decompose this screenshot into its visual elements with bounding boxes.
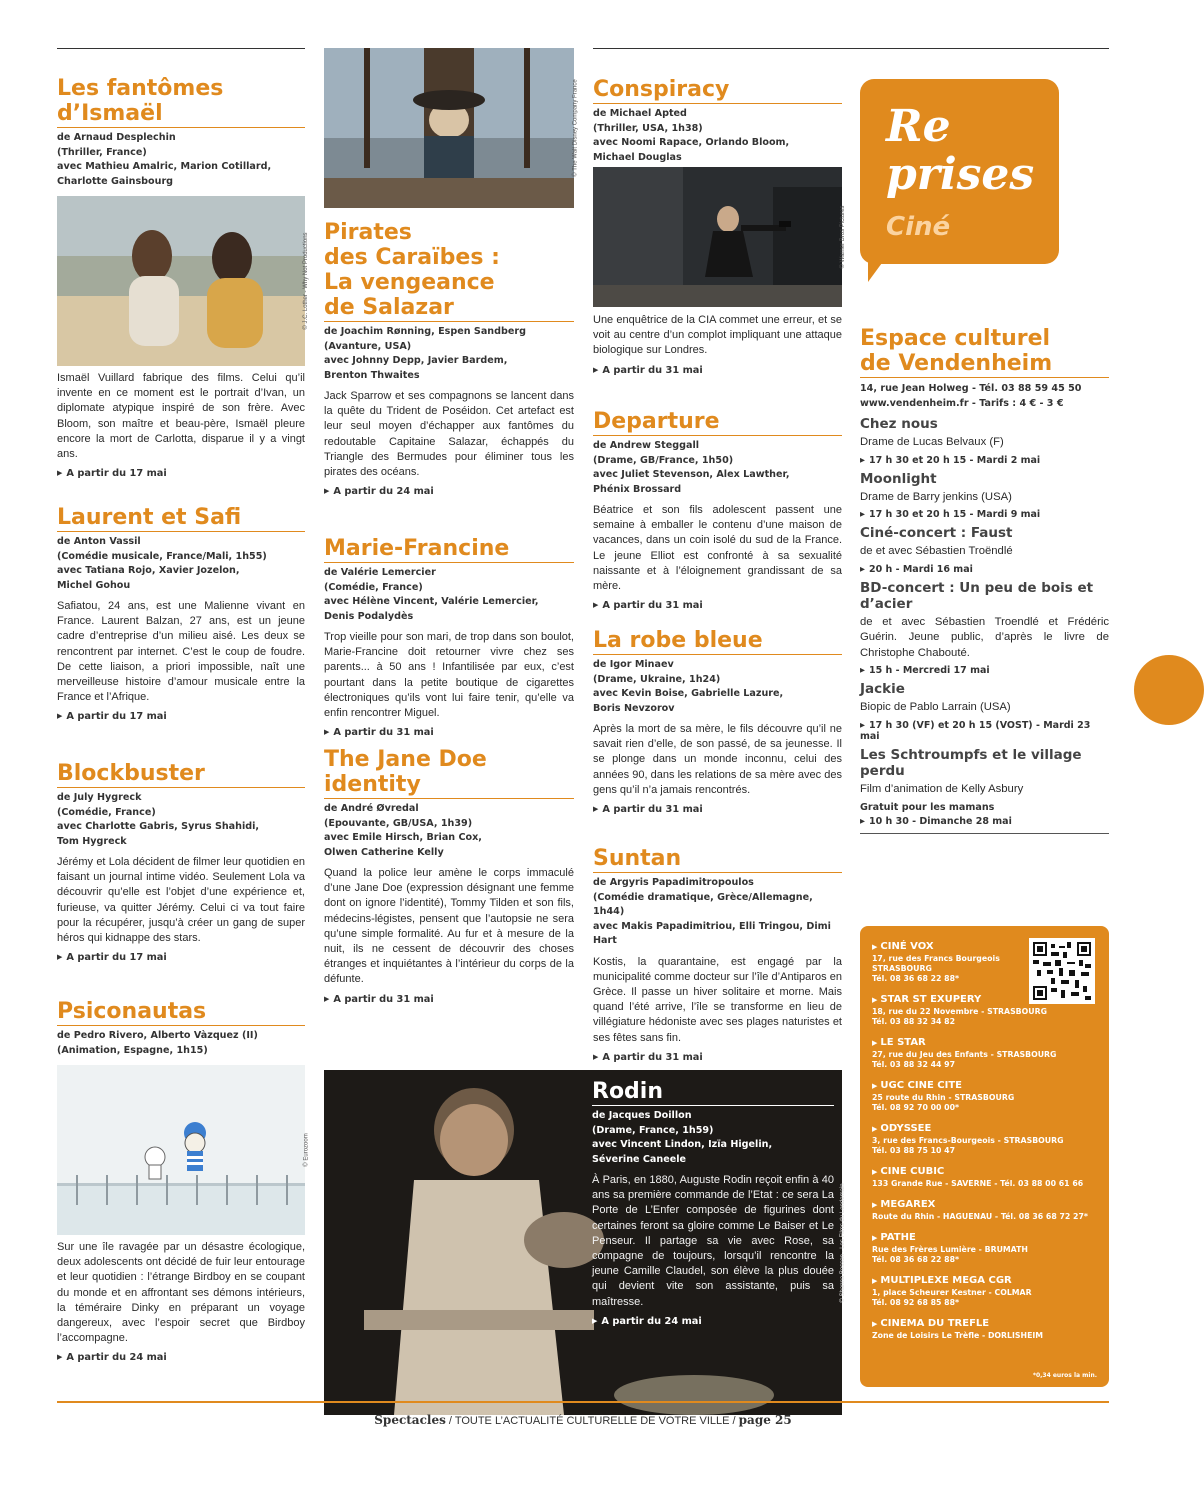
title-line: identity	[324, 772, 421, 797]
article-text: Jérémy et Lola décident de filmer leur quotidien en faisant un journal intime vidéo. Seulement Lola va découvrir qu’elle est l’objet d’une expérience et, furieuse, va quitter Jérémy. Celui ci va tout faire pour la récupérer, jusqu’à créer un gang de super héros qui kidnappe des stars.	[57, 856, 305, 945]
article-rodin	[592, 1079, 834, 1329]
meta-line: (Drame, Ukraine, 1h24)	[593, 673, 721, 685]
meta-line: (Thriller, France)	[57, 146, 147, 158]
meta-line: avec Charlotte Gabris, Syrus Shahidi,	[57, 821, 260, 832]
event-desc: Biopic de Pablo Larrain (USA)	[860, 701, 1011, 713]
meta-line: avec Noomi Rapace, Orlando Bloom,	[593, 137, 790, 148]
article-ismael-body	[57, 371, 305, 481]
article-text: Quand la police leur amène le corps immaculé d’une Jane Doe (expression désignant une femme dont on ignore l’identité), Tommy Tilden et son fils, médecins-légistes, pensent que l’autopsie ne sera qu’une simple formalité. Au fur et à mesure de la nuit, ils ne cessent de découvrir des choses étranges et inquiétantes à l’intérieur du corps de la défunte.	[324, 867, 574, 986]
article-title: La robe bleue	[593, 628, 842, 655]
meta-line: Séverine Caneele	[592, 1153, 687, 1165]
title-line: d’Ismaël	[57, 101, 163, 126]
cinema-phone: Tél. 08 36 68 22 88*	[872, 974, 960, 983]
article-blockbuster	[57, 761, 305, 965]
release-date: ▶ A partir du 31 mai	[593, 364, 842, 378]
article-text: Jack Sparrow et ses compagnons se lancent dans la quête du Trident de Poséidon. Cet artefact est leur seul moyen d’échapper aux fantômes du redoutable Capitaine Salazar, échappés du Triangle des Bermudes pour éliminer tous les pirates des océans.	[324, 390, 574, 479]
meta-line: de Michael Apted	[593, 108, 687, 119]
photo-credit: © Eurozoom	[303, 1133, 309, 1167]
cinema-item	[872, 1079, 1097, 1113]
title-line: de Salazar	[324, 295, 454, 320]
meta-line: Denis Podalydès	[324, 610, 414, 622]
release-date: ▶ A partir du 31 mai	[324, 726, 574, 740]
meta-line: Brenton Thwaites	[324, 369, 420, 381]
event-time: ▶ 15 h - Mercredi 17 mai	[860, 665, 1109, 676]
release-date: ▶ A partir du 31 mai	[593, 803, 842, 817]
article-meta	[593, 439, 842, 497]
article-title	[324, 220, 574, 322]
footer-brand: Spectacles	[374, 1413, 446, 1427]
event-item	[860, 416, 1109, 466]
article-ismael	[57, 76, 305, 195]
meta-line: (Comédie, France)	[324, 581, 423, 593]
cinema-name: ▶ CINEMA DU TREFLE	[872, 1317, 1097, 1331]
meta-line: Michael Douglas	[593, 151, 682, 163]
meta-line: (Drame, GB/France, 1h50)	[593, 454, 734, 466]
meta-line: Tom Hygreck	[57, 835, 127, 847]
page-side-tab	[1134, 655, 1204, 725]
cinema-address: Zone de Loisirs Le Trèfle - DORLISHEIM	[872, 1331, 1044, 1340]
event-item	[860, 681, 1109, 742]
meta-line: de Joachim Rønning, Espen Sandberg	[324, 326, 526, 337]
meta-line: (Avanture, USA)	[324, 340, 412, 352]
article-marie	[324, 536, 574, 740]
event-desc: Drame de Lucas Belvaux (F)	[860, 436, 1004, 448]
meta-line: avec Hélène Vincent, Valérie Lemercier,	[324, 596, 539, 607]
meta-line: (Thriller, USA, 1h38)	[593, 122, 703, 134]
meta-line: (Epouvante, GB/USA, 1h39)	[324, 817, 473, 829]
cinema-address: STRASBOURG	[872, 964, 932, 973]
title-line: Espace culturel	[860, 326, 1051, 351]
meta-line: de Jacques Doillon	[592, 1110, 692, 1121]
article-text: Une enquêtrice de la CIA commet une erreur, et se voit au centre d’un complot impliquant une attaque biologique sur Londres.	[593, 314, 842, 357]
meta-line: avec Emile Hirsch, Brian Cox,	[324, 832, 482, 843]
cinema-address: 25 route du Rhin - STRASBOURG	[872, 1093, 1015, 1102]
bubble-tail	[868, 252, 890, 282]
cinema-item	[872, 1231, 1097, 1265]
title-line: La vengeance	[324, 270, 495, 295]
cinema-item	[872, 1317, 1097, 1341]
meta-line: de Valérie Lemercier	[324, 567, 436, 578]
meta-line: (Comédie musicale, France/Mali, 1h55)	[57, 550, 267, 562]
event-item	[860, 580, 1109, 677]
release-date: ▶ A partir du 17 mai	[57, 710, 305, 724]
article-title: Laurent et Safi	[57, 505, 305, 532]
release-date: ▶ A partir du 31 mai	[324, 993, 574, 1007]
article-title: Conspiracy	[593, 77, 842, 104]
event-desc: Film d’animation de Kelly Asbury	[860, 782, 1024, 795]
article-conspiracy-body	[593, 313, 842, 378]
cinema-item	[872, 1198, 1097, 1222]
article-meta	[593, 658, 842, 716]
cinema-address: 3, rue des Francs-Bourgeois - STRASBOURG	[872, 1136, 1064, 1145]
release-date: ▶ A partir du 31 mai	[593, 599, 842, 613]
meta-line: (Comédie dramatique, Grèce/Allemagne, 1h44)	[593, 891, 813, 917]
venue-address: 14, rue Jean Holweg - Tél. 03 88 59 45 50	[860, 383, 1082, 394]
cinema-address: 17, rue des Francs Bourgeois	[872, 954, 1000, 963]
meta-line: (Animation, Espagne, 1h15)	[57, 1044, 208, 1056]
footer-tagline: / TOUTE L’ACTUALITÉ CULTURELLE DE VOTRE VILLE /	[445, 1415, 739, 1427]
article-meta	[57, 131, 305, 189]
release-date: ▶ A partir du 24 mai	[57, 1351, 305, 1365]
event-extra: Gratuit pour les mamans	[860, 802, 995, 813]
article-text: Safiatou, 24 ans, est une Malienne vivant en France. Laurent Balzan, 27 ans, est un jeune cadre d’entreprise d’un milieu aisé. Les deux se rencontrent par internet. C’est le coup de foudre. De cette liaison, a priori impossible, naît une merveilleuse histoire d’amour musicale entre la France et l’Afrique.	[57, 600, 305, 704]
cinema-phone: Tél. 03 88 32 34 82	[872, 1017, 956, 1026]
event-item	[860, 525, 1109, 575]
release-date: ▶ A partir du 17 mai	[57, 951, 305, 965]
cinema-address: 27, rue du Jeu des Enfants - STRASBOURG	[872, 1050, 1057, 1059]
cinema-name: ▶ MEGAREX	[872, 1198, 1097, 1212]
meta-line: Michel Gohou	[57, 579, 131, 591]
event-time: ▶ 10 h 30 - Dimanche 28 mai	[860, 816, 1109, 827]
title-line: de Vendenheim	[860, 351, 1053, 376]
article-title: Psiconautas	[57, 999, 305, 1026]
cinema-phone: Tél. 08 36 68 22 88*	[872, 1255, 960, 1264]
article-meta	[324, 325, 574, 383]
article-title	[324, 747, 574, 799]
divider	[860, 833, 1109, 834]
event-time: ▶ 17 h 30 et 20 h 15 - Mardi 9 mai	[860, 509, 1109, 520]
cinema-phone: Tél. 03 88 75 10 47	[872, 1146, 956, 1155]
cinema-item	[872, 1165, 1097, 1189]
article-title: Departure	[593, 409, 842, 436]
meta-line: de Argyris Papadimitropoulos	[593, 877, 754, 888]
article-title: Marie-Francine	[324, 536, 574, 563]
article-text: À Paris, en 1880, Auguste Rodin reçoit enfin à 40 ans sa première commande de l’Etat : ce sera La Porte de L’Enfer composée de figurines dont certaines feront sa gloire comme Le Baiser et Le Penseur. Il partage sa vie avec Rose, sa compagne de toujours, lorsqu’il rencontre la jeune Camille Claudel, son élève la plus douée qui devient vite son assistante, puis sa maîtresse.	[592, 1174, 834, 1308]
meta-line: Boris Nevzorov	[593, 702, 675, 714]
article-departure	[593, 409, 842, 613]
release-date: ▶ A partir du 17 mai	[57, 467, 305, 481]
event-title: Ciné-concert : Faust	[860, 525, 1013, 541]
cinemas-footnote: *0,34 euros la min.	[1032, 1372, 1097, 1379]
photo-credit: © J.C. Lother - Why Not Productions	[303, 232, 309, 330]
event-time: ▶ 17 h 30 et 20 h 15 - Mardi 2 mai	[860, 455, 1109, 466]
meta-line: de Pedro Rivero, Alberto Vàzquez (II)	[57, 1030, 258, 1041]
title-line: des Caraïbes :	[324, 245, 500, 270]
article-janedoe	[324, 747, 574, 1007]
venue-title	[860, 326, 1109, 378]
title-line: Les fantômes	[57, 76, 224, 101]
article-suntan	[593, 846, 842, 1065]
cinema-name: ▶ STAR ST EXUPERY	[872, 993, 1097, 1007]
photo-credit: © Shanna Besson - Les Films du Lendemain	[840, 1182, 846, 1303]
title-line: Pirates	[324, 220, 412, 245]
cinema-name: ▶ ODYSSEE	[872, 1122, 1097, 1136]
photo-credit: © The Walt Disney Company France	[572, 79, 578, 177]
conspiracy-photo	[593, 167, 846, 307]
event-time: ▶ 20 h - Mardi 16 mai	[860, 564, 1109, 575]
meta-line: avec Vincent Lindon, Izïa Higelin,	[592, 1139, 773, 1150]
page-footer	[0, 1413, 1166, 1427]
qr-code-art	[1033, 942, 1091, 1000]
article-laurent	[57, 505, 305, 724]
article-robe	[593, 628, 842, 817]
article-title: Rodin	[592, 1079, 834, 1106]
article-meta	[593, 876, 842, 949]
cinema-address: Rue des Frères Lumière - BRUMATH	[872, 1245, 1028, 1254]
meta-line: avec Johnny Depp, Javier Bardem,	[324, 355, 508, 366]
article-text: Après la mort de sa mère, le fils découvre qu’il ne savait rien d’elle, de son passé, de sa jeunesse. Il se plonge dans un monde inconnu, celui des années 90, dans les relations de sa mère avec des gens qu’il n’a jamais rencontrés.	[593, 723, 842, 796]
event-title: Chez nous	[860, 416, 938, 432]
qr-code-icon	[1029, 938, 1095, 1004]
event-item	[860, 747, 1109, 827]
meta-line: (Comédie, France)	[57, 806, 156, 818]
article-meta	[57, 535, 305, 593]
psiconautas-art	[57, 1065, 305, 1235]
article-title: Blockbuster	[57, 761, 305, 788]
psiconautas-image	[57, 1065, 309, 1235]
event-desc: Drame de Barry jenkins (USA)	[860, 490, 1012, 503]
release-date: ▶ A partir du 31 mai	[593, 1051, 842, 1065]
article-text: Béatrice et son fils adolescent passent une semaine à emballer le contenu d’une maison de vacances, dans un coin isolé du sud de la France. Le jeune Elliot est confronté à sa sexualité naissante et à l’éloignement grandissant de sa mère.	[593, 504, 842, 593]
event-title: BD-concert : Un peu de bois et d’acier	[860, 579, 1094, 612]
venue-vendenheim	[860, 326, 1109, 834]
cinema-name: ▶ UGC CINE CITE	[872, 1079, 1097, 1093]
release-date: ▶ A partir du 24 mai	[324, 485, 574, 499]
article-meta	[592, 1109, 834, 1167]
meta-line: Olwen Catherine Kelly	[324, 846, 444, 858]
meta-line: avec Tatiana Rojo, Xavier Jozelon,	[57, 565, 240, 576]
cinema-address: 133 Grande Rue - SAVERNE - Tél. 03 88 00 61 66	[872, 1179, 1084, 1188]
cinema-phone: Tél. 03 88 32 44 97	[872, 1060, 956, 1069]
cinema-item	[872, 1274, 1097, 1308]
article-text: Ismaël Vuillard fabrique des films. Celui qu’il invente en ce moment est le portrait d’Ivan, un diplomate atypique inspiré de son frère. Avec Bloom, son maître et beau-père, Ismaël pleure encore la mort de Carlotta, disparue il y a vingt ans.	[57, 372, 305, 461]
event-title: Jackie	[860, 681, 905, 697]
reprises-word-cine: Ciné	[886, 212, 951, 242]
event-item	[860, 471, 1109, 521]
cinema-item	[872, 1036, 1097, 1070]
event-title: Moonlight	[860, 470, 937, 487]
meta-line: Charlotte Gainsbourg	[57, 175, 174, 187]
article-text: Kostis, la quarantaine, est engagé par la municipalité comme docteur sur l’île d’Antiparos en Grèce. Il passe un hiver solitaire et morne. Mais quand l’été arrive, l’île se transforme en lieu de villégiature hédoniste avec ses plages naturistes et ses fêtes sans fin.	[593, 955, 842, 1044]
event-desc: de et avec Sébastien Troëndlé	[860, 545, 1013, 557]
cinema-name: ▶ PATHE	[872, 1231, 1097, 1245]
venue-info	[860, 382, 1109, 411]
meta-line: de July Hygreck	[57, 792, 142, 803]
event-time: ▶ 17 h 30 (VF) et 20 h 15 (VOST) - Mardi 23 mai	[860, 720, 1109, 742]
article-psiconautas-body	[57, 1240, 305, 1365]
release-date: ▶ A partir du 24 mai	[592, 1315, 834, 1329]
cinema-phone: Tél. 08 92 68 85 88*	[872, 1298, 960, 1307]
cinema-item	[872, 1122, 1097, 1156]
meta-line: avec Kevin Boise, Gabrielle Lazure,	[593, 688, 784, 699]
cinemas-box	[860, 926, 1109, 1387]
photo-credit: © Warner Bros Pictures	[840, 205, 846, 269]
article-pirates	[324, 220, 574, 499]
meta-line: de Arnaud Desplechin	[57, 132, 176, 143]
meta-line: avec Makis Papadimitriou, Elli Tringou, Dimi Hart	[593, 920, 831, 946]
venue-website: www.vendenheim.fr - Tarifs : 4 € - 3 €	[860, 397, 1064, 409]
meta-line: de Andrew Steggall	[593, 440, 700, 451]
page-number: page 25	[738, 1413, 792, 1427]
meta-line: Phénix Brossard	[593, 483, 682, 495]
ismael-photo	[57, 196, 309, 366]
top-rule-col3	[593, 48, 1109, 49]
top-rule-col1	[57, 48, 305, 49]
article-psiconautas	[57, 999, 305, 1064]
conspiracy-photo-art	[593, 167, 842, 307]
meta-line: (Drame, France, 1h59)	[592, 1124, 714, 1136]
article-meta	[324, 566, 574, 624]
meta-line: avec Juliet Stevenson, Alex Lawther,	[593, 469, 790, 480]
meta-line: de Anton Vassil	[57, 536, 141, 547]
article-meta	[57, 1029, 305, 1058]
cinema-phone: Tél. 08 92 70 00 00*	[872, 1103, 960, 1112]
article-title	[57, 76, 305, 128]
cinema-address: 1, place Scheurer Kestner - COLMAR	[872, 1288, 1032, 1297]
event-title: Les Schtroumpfs et le village perdu	[860, 746, 1082, 779]
cinema-address: 18, rue du 22 Novembre - STRASBOURG	[872, 1007, 1047, 1016]
article-text: Sur une île ravagée par un désastre écologique, deux adolescents ont décidé de fuir leur entourage et leur quotidien : l’étrange Birdboy en se coupant du monde et en affrontant ses démons intérieurs, la téméraire Dinky en préparant un voyage dangereux, avec l’espoir secret que Birdboy l’accompagne.	[57, 1241, 305, 1345]
meta-line: avec Mathieu Amalric, Marion Cotillard,	[57, 161, 272, 172]
meta-line: de Igor Minaev	[593, 659, 674, 670]
title-line: The Jane Doe	[324, 747, 487, 772]
meta-line: de André Øvredal	[324, 803, 419, 814]
article-meta	[324, 802, 574, 860]
pirates-photo	[324, 48, 578, 208]
event-desc: de et avec Sébastien Troendlé et Frédéric Guérin. Jeune public, d’après le livre de Christophe Chabouté.	[860, 615, 1109, 659]
cinema-name: ▶ MULTIPLEXE MEGA CGR	[872, 1274, 1097, 1288]
pirates-photo-art	[324, 48, 574, 208]
article-text: Trop vieille pour son mari, de trop dans son boulot, Marie-Francine doit retourner vivre chez ses parents... à 50 ans ! Infantilisée par eux, c’est pourtant dans la petite boutique de cigarettes électroniques qu’ils vont lui faire tenir, qu’elle va enfin rencontrer Miguel.	[324, 631, 574, 720]
article-meta	[593, 107, 842, 165]
article-conspiracy	[593, 77, 842, 171]
reprises-word-re: Re	[886, 101, 951, 152]
article-meta	[57, 791, 305, 849]
article-title: Suntan	[593, 846, 842, 873]
cinema-address: Route du Rhin - HAGUENAU - Tél. 08 36 68 72 27*	[872, 1212, 1088, 1221]
footer-rule	[57, 1401, 1109, 1403]
reprises-word-prises: prises	[886, 149, 1035, 200]
ismael-photo-art	[57, 196, 305, 366]
cinema-name: ▶ CINÉ VOX	[872, 940, 1097, 954]
cinema-name: ▶ CINE CUBIC	[872, 1165, 1097, 1179]
cinema-name: ▶ LE STAR	[872, 1036, 1097, 1050]
